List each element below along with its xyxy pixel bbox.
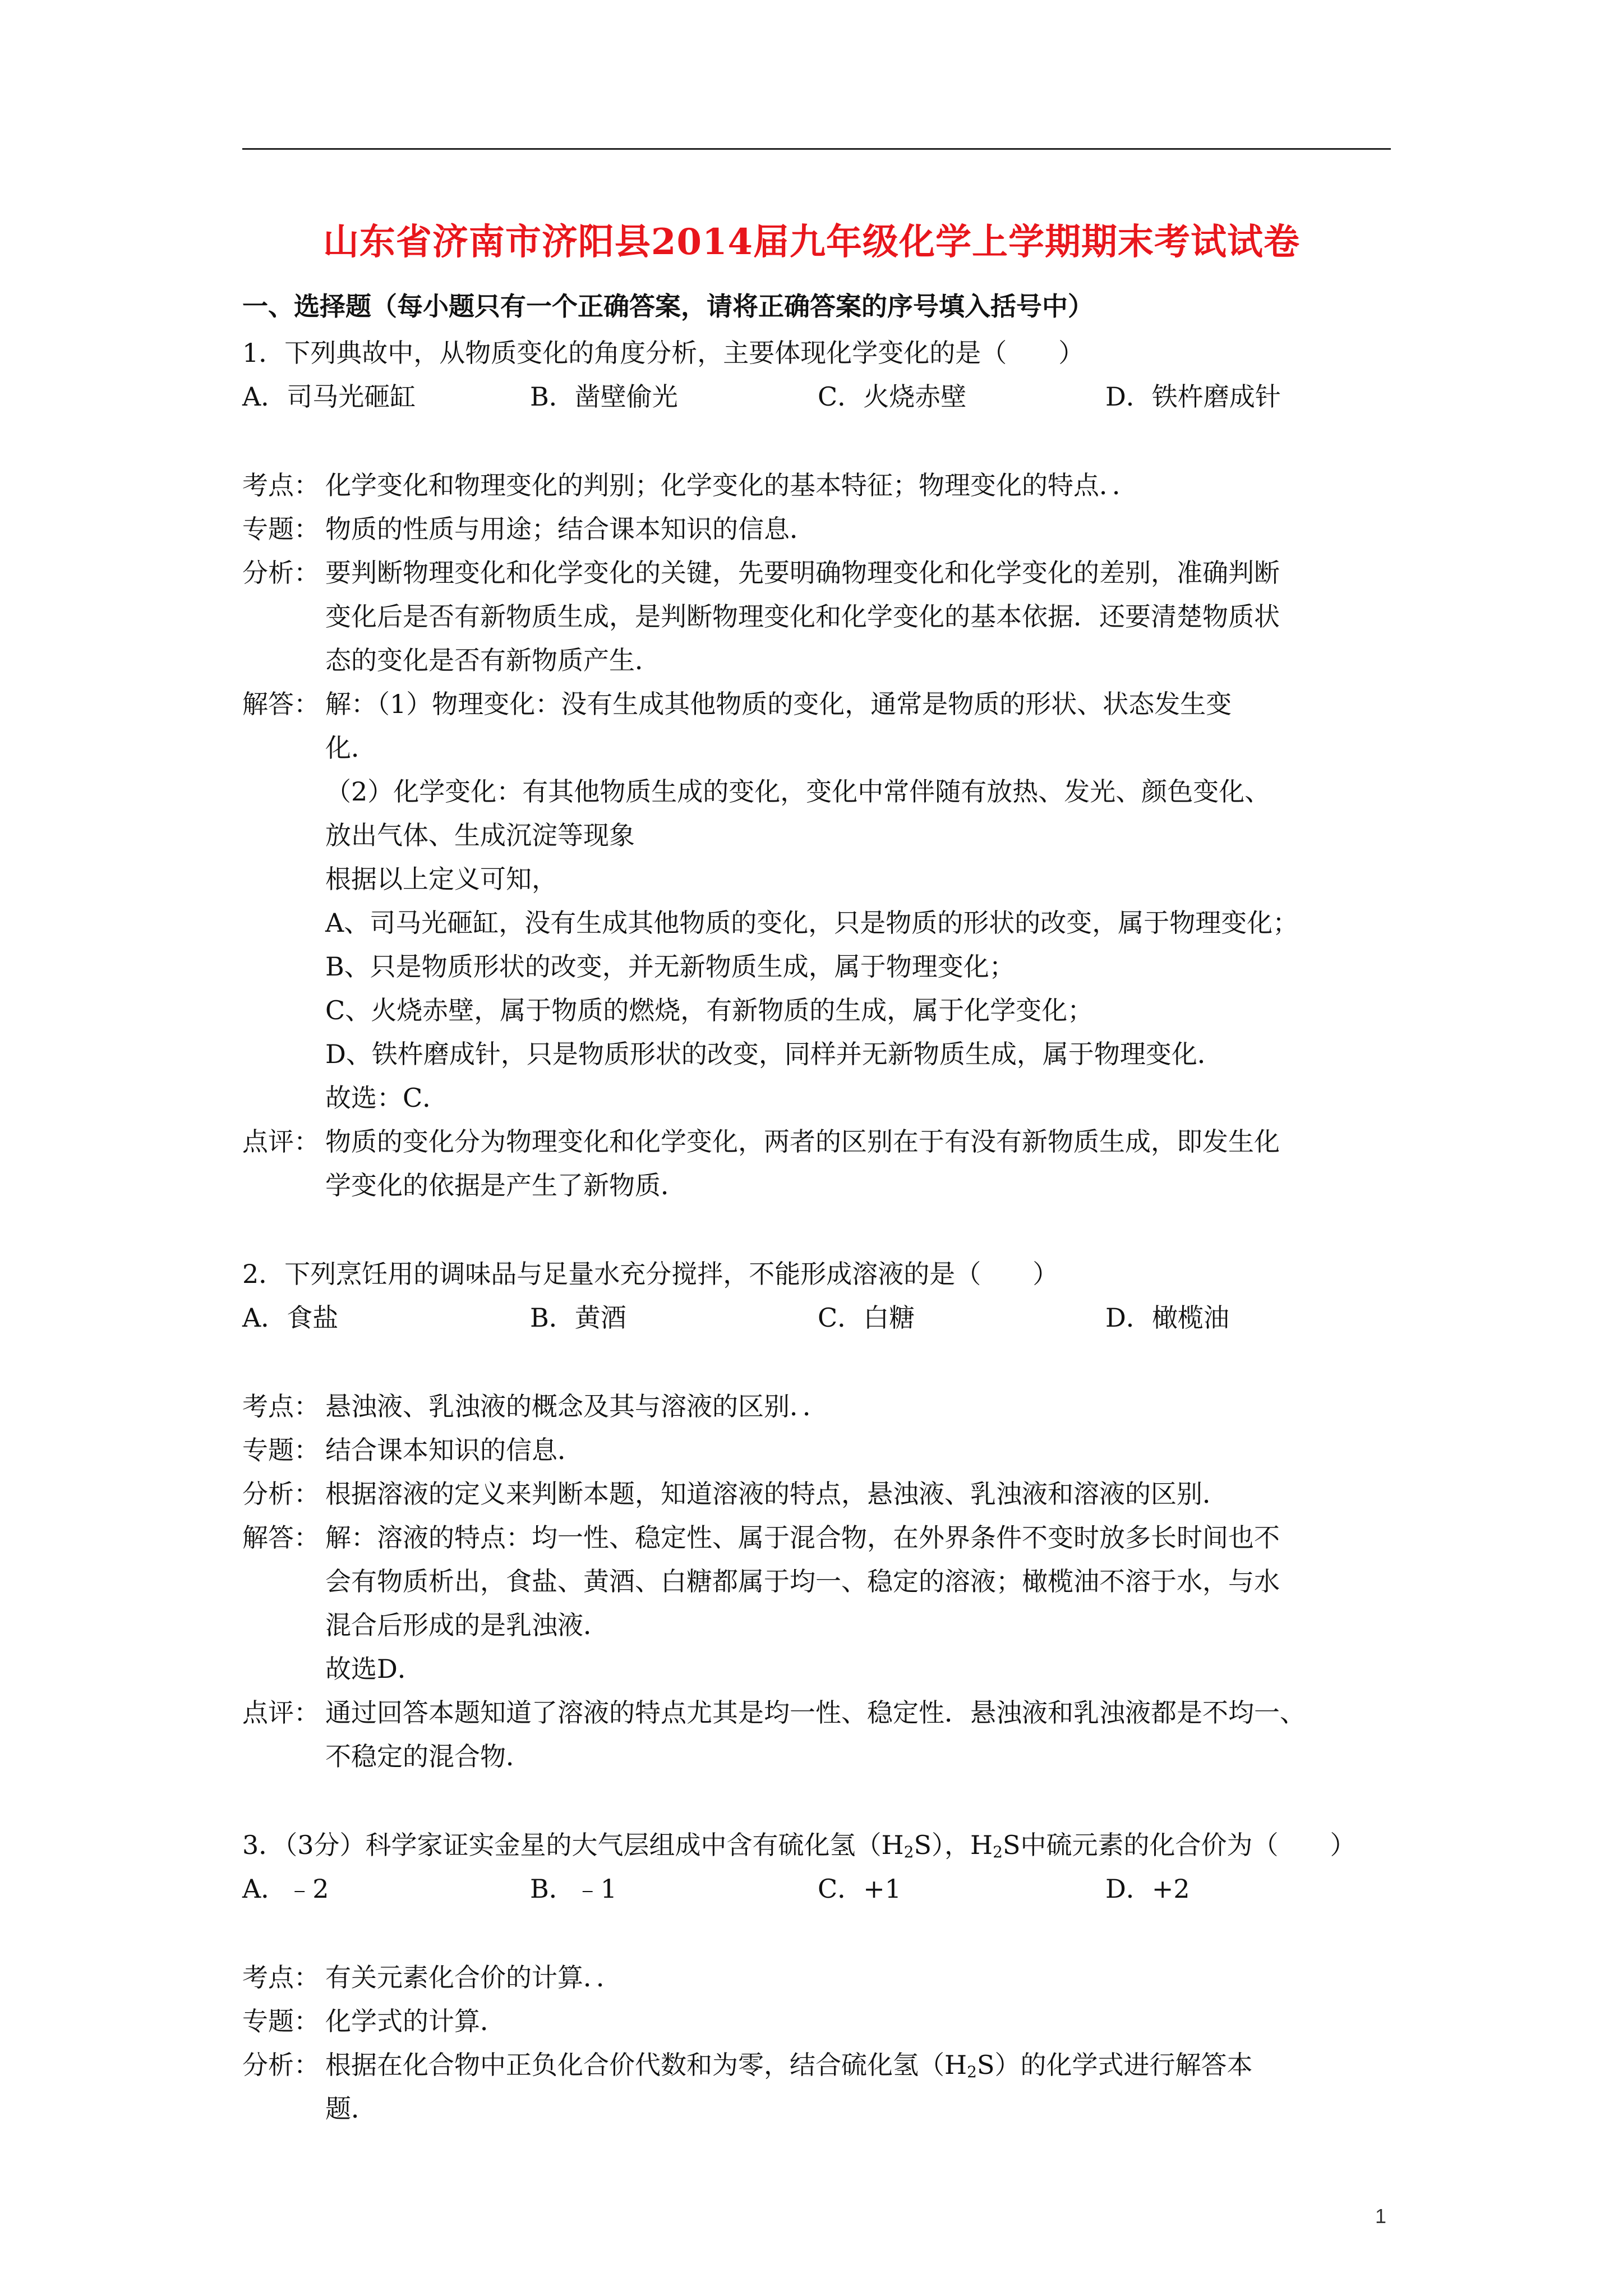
option-c: C．白糖 bbox=[818, 1303, 915, 1333]
option-a: A．﹣2 bbox=[242, 1874, 329, 1904]
question-stem: 1．下列典故中，从物质变化的角度分析，主要体现化学变化的是（ ） bbox=[242, 338, 1085, 368]
jieda-line: 解：溶液的特点：均一性、稳定性、属于混合物，在外界条件不变时放多长时间也不 bbox=[325, 1522, 1280, 1553]
dianping-line: 学变化的依据是产生了新物质． bbox=[325, 1170, 686, 1200]
dianping-line: 物质的变化分为物理变化和化学变化，两者的区别在于有没有新物质生成，即发生化 bbox=[325, 1126, 1280, 1157]
zhuanti-row bbox=[242, 507, 1398, 551]
fenxi-row bbox=[242, 2043, 1398, 2131]
kaodian-text: 有关元素化合价的计算．． bbox=[325, 1962, 622, 1993]
zhuanti-text: 物质的性质与用途；结合课本知识的信息． bbox=[325, 514, 815, 544]
jieda-line: 根据以上定义可知， bbox=[325, 864, 557, 894]
jieda-line: 放出气体、生成沉淀等现象 bbox=[325, 820, 635, 850]
kaodian-row bbox=[242, 463, 1398, 507]
header-rule bbox=[242, 148, 1391, 150]
question-stem: 2．下列烹饪用的调味品与足量水充分搅拌，不能形成溶液的是（ ） bbox=[242, 1259, 1059, 1289]
question-stem bbox=[242, 1823, 1398, 1867]
kaodian-label: 考点： bbox=[242, 1962, 320, 1993]
fenxi-line: 要判断物理变化和化学变化的关键，先要明确物理变化和化学变化的差别，准确判断 bbox=[325, 558, 1280, 588]
jieda-label: 解答： bbox=[242, 1522, 320, 1553]
fenxi-line: 题． bbox=[325, 2093, 377, 2124]
jieda-line: 解：（1）物理变化：没有生成其他物质的变化，通常是物质的形状、状态发生变 bbox=[325, 689, 1232, 719]
subscript: 2 bbox=[967, 2063, 977, 2081]
subscript: 2 bbox=[903, 1843, 914, 1861]
fenxi-line: 态的变化是否有新物质产生． bbox=[325, 645, 661, 675]
fenxi-text: S）的化学式进行解答本 bbox=[976, 2050, 1253, 2080]
question-1 bbox=[242, 331, 1398, 1207]
kaodian-label: 考点： bbox=[242, 1391, 320, 1421]
zhuanti-label: 专题： bbox=[242, 1435, 320, 1465]
jieda-line: 化． bbox=[325, 733, 377, 763]
option-b: B．凿壁偷光 bbox=[530, 381, 678, 412]
section-heading: 一、选择题（每小题只有一个正确答案，请将正确答案的序号填入括号中） bbox=[242, 291, 1094, 321]
jieda-line: 会有物质析出，食盐、黄酒、白糖都属于均一、稳定的溶液；橄榄油不溶于水，与水 bbox=[325, 1566, 1280, 1596]
kaodian-label: 考点： bbox=[242, 470, 320, 500]
zhuanti-row bbox=[242, 1428, 1398, 1472]
fenxi-line: 根据溶液的定义来判断本题，知道溶液的特点，悬浊液、乳浊液和溶液的区别． bbox=[325, 1479, 1228, 1509]
dianping-row bbox=[242, 1691, 1398, 1778]
dianping-line: 不稳定的混合物． bbox=[325, 1741, 532, 1772]
fenxi-text: 根据在化合物中正负化合价代数和为零，结合硫化氢（H bbox=[325, 2050, 967, 2080]
zhuanti-label: 专题： bbox=[242, 514, 320, 544]
option-b: B．黄酒 bbox=[530, 1303, 626, 1333]
jieda-line: 故选D． bbox=[325, 1654, 423, 1684]
option-a: A．食盐 bbox=[242, 1303, 339, 1333]
jieda-label: 解答： bbox=[242, 689, 320, 719]
subscript: 2 bbox=[993, 1843, 1003, 1861]
document-title: 山东省济南市济阳县2014届九年级化学上学期期末考试试卷 bbox=[322, 221, 1301, 263]
option-d: D．橄榄油 bbox=[1105, 1303, 1229, 1333]
dianping-label: 点评： bbox=[242, 1697, 320, 1728]
jieda-row bbox=[242, 682, 1398, 1120]
kaodian-text: 化学变化和物理变化的判别；化学变化的基本特征；物理变化的特点．． bbox=[325, 470, 1138, 500]
question-2 bbox=[242, 1252, 1398, 1778]
stem-text: 3．（3分）科学家证实金星的大气层组成中含有硫化氢（H bbox=[242, 1830, 904, 1860]
kaodian-text: 悬浊液、乳浊液的概念及其与溶液的区别．． bbox=[325, 1391, 828, 1421]
stem-text: S中硫元素的化合价为（ ） bbox=[1002, 1830, 1356, 1860]
answer-options bbox=[242, 1867, 1398, 1911]
kaodian-row bbox=[242, 1955, 1398, 1999]
fenxi-row bbox=[242, 551, 1398, 682]
kaodian-row bbox=[242, 1384, 1398, 1428]
page-number: 1 bbox=[1375, 2205, 1386, 2228]
zhuanti-text: 结合课本知识的信息． bbox=[325, 1435, 583, 1465]
jieda-row bbox=[242, 1516, 1398, 1691]
jieda-line: C、火烧赤壁，属于物质的燃烧，有新物质的生成，属于化学变化； bbox=[325, 995, 1094, 1025]
zhuanti-text: 化学式的计算． bbox=[325, 2006, 506, 2036]
option-b: B．﹣1 bbox=[530, 1874, 617, 1904]
question-3 bbox=[242, 1823, 1398, 2131]
jieda-line: 故选：C． bbox=[325, 1083, 449, 1113]
fenxi-line bbox=[325, 2043, 1391, 2087]
dianping-row bbox=[242, 1120, 1398, 1207]
zhuanti-label: 专题： bbox=[242, 2006, 320, 2036]
fenxi-label: 分析： bbox=[242, 558, 320, 588]
answer-options bbox=[242, 375, 1398, 418]
jieda-line: A、司马光砸缸，没有生成其他物质的变化，只是物质的形状的改变，属于物理变化； bbox=[325, 908, 1299, 938]
stem-text: S），H bbox=[914, 1830, 993, 1860]
zhuanti-row bbox=[242, 1999, 1398, 2043]
dianping-line: 通过回答本题知道了溶液的特点尤其是均一性、稳定性．悬浊液和乳浊液都是不均一、 bbox=[325, 1697, 1306, 1728]
fenxi-label: 分析： bbox=[242, 2050, 320, 2080]
option-c: C．+1 bbox=[818, 1874, 902, 1904]
jieda-line: 混合后形成的是乳浊液． bbox=[325, 1610, 609, 1640]
document-body bbox=[242, 331, 1398, 2131]
option-d: D．+2 bbox=[1105, 1874, 1190, 1904]
jieda-line: D、铁杵磨成针，只是物质形状的改变，同样并无新物质生成，属于物理变化． bbox=[325, 1039, 1223, 1069]
option-c: C．火烧赤壁 bbox=[818, 381, 967, 412]
dianping-label: 点评： bbox=[242, 1126, 320, 1157]
jieda-line: B、只是物质形状的改变，并无新物质生成，属于物理变化； bbox=[325, 951, 1015, 982]
fenxi-label: 分析： bbox=[242, 1479, 320, 1509]
fenxi-row bbox=[242, 1472, 1398, 1516]
answer-options bbox=[242, 1296, 1398, 1340]
fenxi-line: 变化后是否有新物质生成，是判断物理变化和化学变化的基本依据．还要清楚物质状 bbox=[325, 601, 1280, 632]
option-d: D．铁杵磨成针 bbox=[1105, 381, 1281, 412]
jieda-line: （2）化学变化：有其他物质生成的变化，变化中常伴随有放热、发光、颜色变化、 bbox=[325, 776, 1271, 807]
option-a: A．司马光砸缸 bbox=[242, 381, 416, 412]
